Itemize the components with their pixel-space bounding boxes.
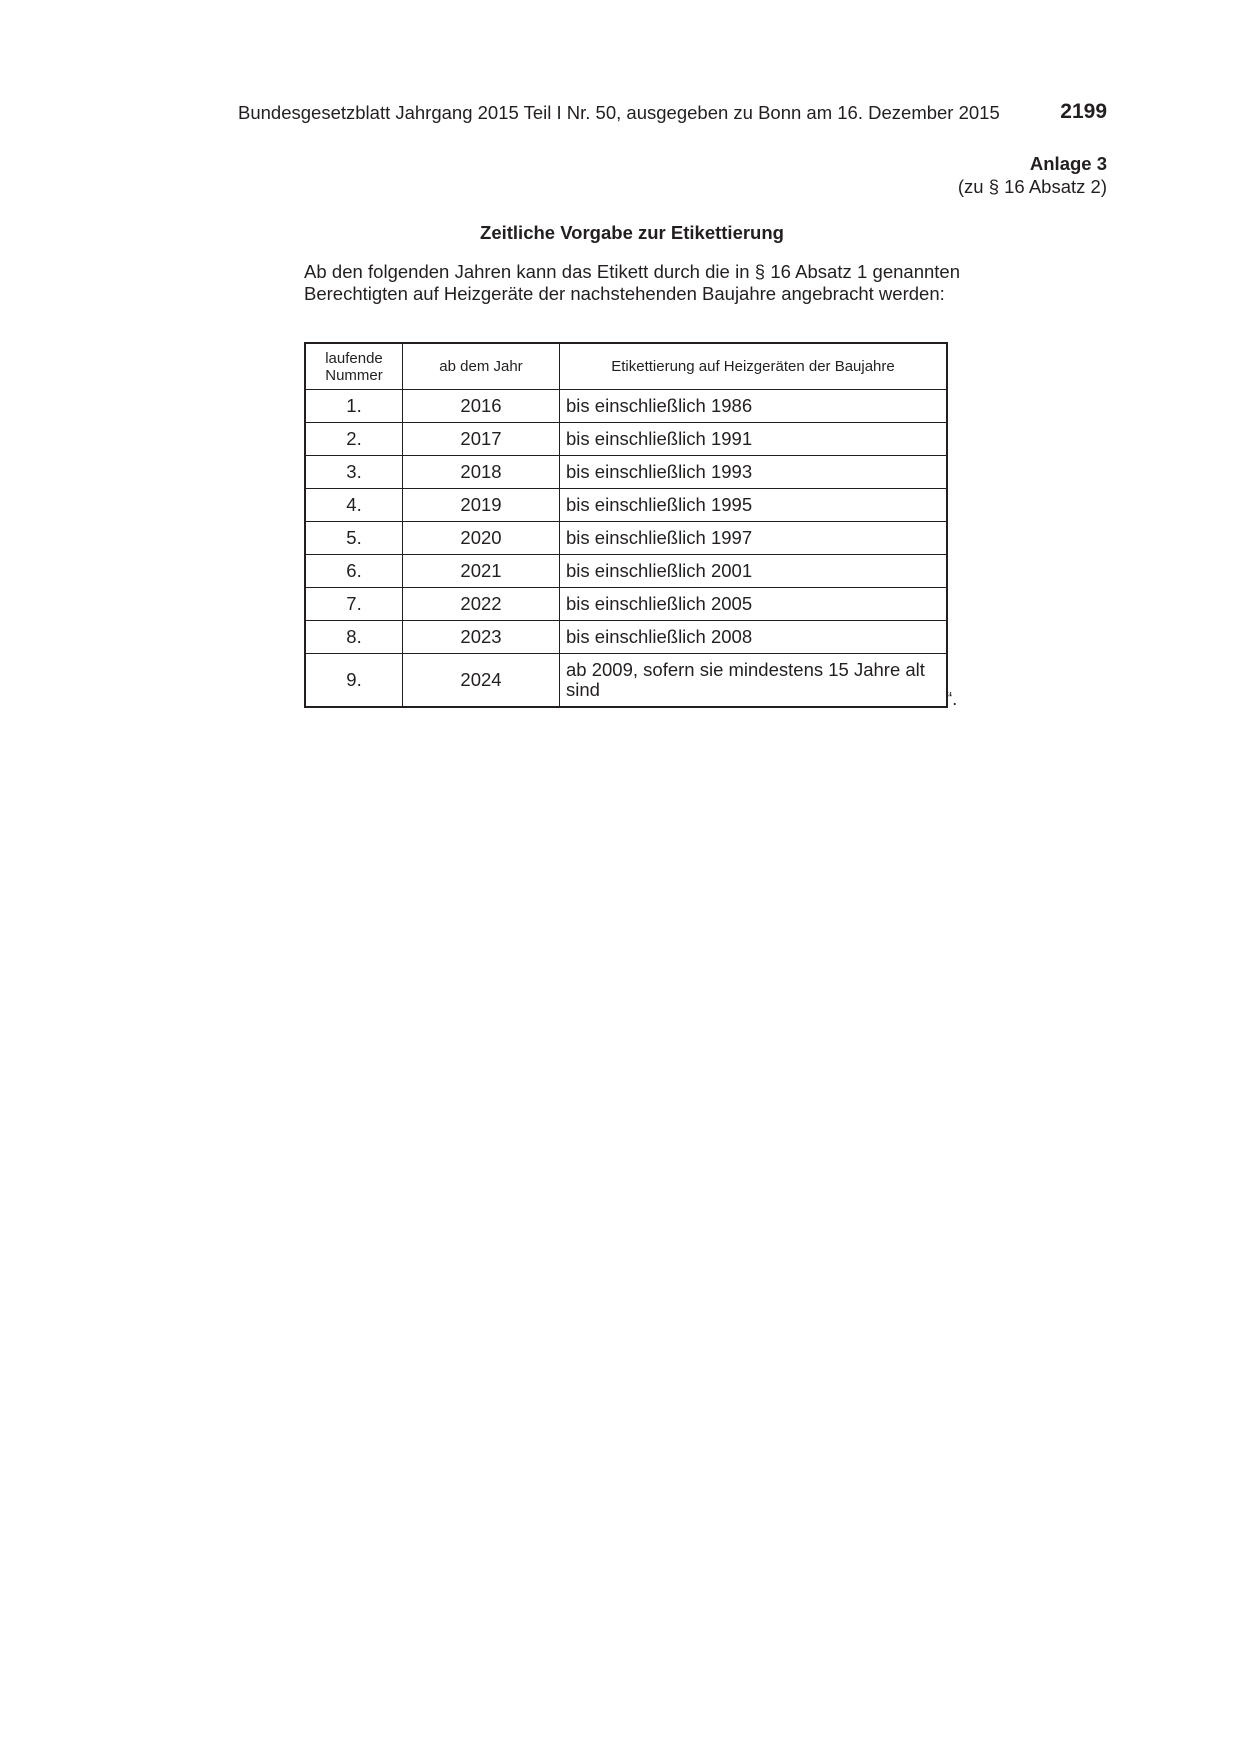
row-year: 2024 bbox=[403, 654, 560, 708]
table-row bbox=[305, 423, 947, 456]
row-number: 6. bbox=[305, 555, 403, 588]
row-year: 2017 bbox=[403, 423, 560, 456]
row-description: bis einschließlich 2005 bbox=[560, 588, 948, 621]
page-number: 2199 bbox=[1060, 100, 1107, 123]
row-number: 1. bbox=[305, 390, 403, 423]
row-number: 7. bbox=[305, 588, 403, 621]
table-row bbox=[305, 522, 947, 555]
row-description: bis einschließlich 1997 bbox=[560, 522, 948, 555]
row-description: ab 2009, sofern sie mindestens 15 Jahre alt sind bbox=[560, 654, 948, 708]
row-number: 9. bbox=[305, 654, 403, 708]
table-row bbox=[305, 654, 947, 708]
row-year: 2023 bbox=[403, 621, 560, 654]
running-head-text: Bundesgesetzblatt Jahrgang 2015 Teil I Nr. 50, ausgegeben zu Bonn am 16. Dezember 2015 bbox=[238, 102, 1000, 123]
row-description: bis einschließlich 1991 bbox=[560, 423, 948, 456]
header-sequence-number: laufende Nummer bbox=[305, 343, 403, 390]
row-year: 2022 bbox=[403, 588, 560, 621]
annex-label bbox=[958, 152, 1107, 198]
table-row bbox=[305, 489, 947, 522]
section-title: Zeitliche Vorgabe zur Etikettierung bbox=[480, 222, 784, 243]
table-row bbox=[305, 456, 947, 489]
row-number: 3. bbox=[305, 456, 403, 489]
row-year: 2018 bbox=[403, 456, 560, 489]
table-row bbox=[305, 390, 947, 423]
row-number: 4. bbox=[305, 489, 403, 522]
row-year: 2020 bbox=[403, 522, 560, 555]
row-number: 8. bbox=[305, 621, 403, 654]
table-row bbox=[305, 555, 947, 588]
annex-reference: (zu § 16 Absatz 2) bbox=[957, 176, 1107, 197]
row-year: 2019 bbox=[403, 489, 560, 522]
table-row bbox=[305, 588, 947, 621]
row-number: 2. bbox=[305, 423, 403, 456]
closing-quote-mark: “. bbox=[946, 688, 958, 709]
row-description: bis einschließlich 2001 bbox=[560, 555, 948, 588]
annex-title: Anlage 3 bbox=[1029, 153, 1107, 174]
row-description: bis einschließlich 2008 bbox=[560, 621, 948, 654]
header-construction-years: Etikettierung auf Heizgeräten der Baujahre bbox=[560, 343, 948, 390]
row-number: 5. bbox=[305, 522, 403, 555]
header-from-year: ab dem Jahr bbox=[403, 343, 560, 390]
running-head bbox=[238, 100, 1107, 126]
row-description: bis einschließlich 1993 bbox=[560, 456, 948, 489]
labeling-table-wrap bbox=[304, 342, 948, 708]
labeling-schedule-table bbox=[304, 342, 948, 708]
row-year: 2016 bbox=[403, 390, 560, 423]
row-description: bis einschließlich 1986 bbox=[560, 390, 948, 423]
table-header-row bbox=[305, 343, 947, 390]
table-row bbox=[305, 621, 947, 654]
row-description: bis einschließlich 1995 bbox=[560, 489, 948, 522]
intro-paragraph: Ab den folgenden Jahren kann das Etikett durch die in § 16 Absatz 1 genannten Berechtigten auf Heizgeräte der nachstehenden Baujahre angebracht werden: bbox=[304, 261, 960, 304]
row-year: 2021 bbox=[403, 555, 560, 588]
